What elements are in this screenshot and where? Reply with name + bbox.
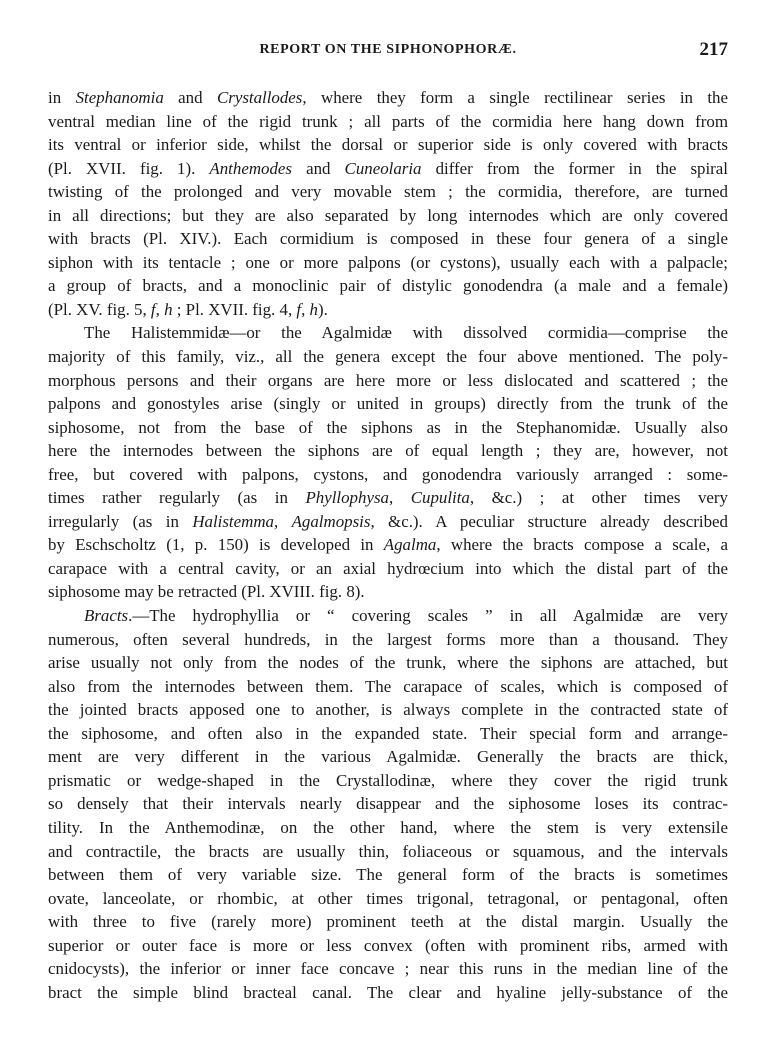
text-segment: , &c.) ; at other times very (469, 488, 728, 508)
italic-term: Crystallodes (216, 88, 303, 107)
text-segment: , where the bracts compose a scale, a (436, 535, 728, 555)
text-line (48, 675, 728, 699)
italic-term: h (309, 299, 318, 319)
italic-term: Cuneolaria (344, 158, 422, 178)
text-line (48, 934, 728, 958)
text-line (48, 439, 728, 463)
text-line (48, 981, 728, 1005)
text-line (48, 533, 728, 557)
text-line (48, 887, 728, 911)
text-line (48, 792, 728, 816)
italic-term: Agalma (383, 535, 437, 555)
text-segment: ventral median line of the rigid trunk ; all parts of the cormidia here hang down from (48, 111, 728, 131)
text-line (48, 180, 728, 204)
text-segment: ; Pl. XVII. fig. 4, (172, 299, 297, 319)
text-segment: The Halistemmidæ—or the Agalmidæ with dissolved cormidia—comprise the (84, 323, 728, 343)
running-head (48, 39, 728, 66)
text-segment: , (273, 511, 292, 531)
text-segment: siphosome, not from the base of the siphons as in the Stephanomidæ. Usually also (48, 417, 728, 437)
text-segment: bract the simple blind bracteal canal. The clear and hyaline jelly-substance of the (48, 982, 728, 1002)
text-segment: with three to five (rarely more) prominent teeth at the distal margin. Usually the (48, 912, 728, 932)
text-segment: numerous, often several hundreds, in the largest forms more than a thousand. They (48, 629, 728, 649)
text-line (48, 722, 728, 746)
text-line (48, 274, 728, 298)
text-segment: (Pl. XV. fig. 5, (48, 299, 151, 319)
text-line (48, 345, 728, 369)
italic-term: f (150, 299, 156, 319)
text-segment: siphon with its tentacle ; one or more palpons (or cystons), usually each with a palpacle; (48, 252, 728, 272)
text-line (48, 957, 728, 981)
italic-term: Halistemma (192, 511, 274, 531)
text-segment: by Eschscholtz (1, p. 150) is developed in (48, 535, 384, 555)
text-segment: superior or outer face is more or less convex (often with prominent ribs, armed with (48, 935, 728, 955)
text-segment: , (388, 488, 411, 508)
italic-term: Agalmopsis (291, 511, 371, 531)
text-segment: differ from the former in the spiral (421, 158, 728, 178)
text-line (48, 204, 728, 228)
italic-term: Stephanomia (75, 88, 164, 107)
text-line (48, 698, 728, 722)
text-segment: morphous persons and their organs are here more or less dislocated and scattered ; the (48, 370, 728, 390)
text-segment: .—The hydrophyllia or “ covering scales ” in all Agalmidæ are very (128, 606, 728, 626)
text-segment: and (291, 158, 345, 178)
text-segment: twisting of the prolonged and very movable stem ; the cormidia, therefore, are turned (48, 182, 728, 202)
text-line (48, 604, 728, 628)
text-segment: between them of very variable size. The general form of the bracts is sometimes (48, 865, 728, 885)
text-line (48, 321, 728, 345)
text-line (48, 463, 728, 487)
text-line (48, 133, 728, 157)
text-segment: and contractile, the bracts are usually thin, foliaceous or squamous, and the intervals (48, 841, 728, 861)
text-segment: siphosome may be retracted (Pl. XVIII. fig. 8). (48, 582, 365, 602)
book-page (48, 0, 728, 1050)
text-segment: free, but covered with palpons, cystons, and gonodendra variously arranged : some- (48, 464, 728, 484)
text-segment: irregularly (as in (48, 511, 193, 531)
italic-term: h (164, 299, 173, 319)
text-line (48, 628, 728, 652)
body-text (48, 86, 728, 1004)
text-segment: palpons and gonostyles arise (singly or united in groups) directly from the trunk of the (48, 394, 728, 414)
text-segment: in all directions; but they are also separated by long internodes which are only covered (48, 205, 728, 225)
text-line (48, 863, 728, 887)
text-segment: , (155, 299, 165, 319)
text-segment: , (301, 299, 310, 319)
italic-term: Anthemodes (209, 158, 292, 178)
italic-term: Bracts (84, 606, 129, 626)
text-line (48, 486, 728, 510)
text-segment: majority of this family, viz., all the genera except the four above mentioned. The poly- (48, 347, 728, 367)
text-segment: arise usually not only from the nodes of the trunk, where the siphons are attached, but (48, 653, 728, 673)
text-line (48, 251, 728, 275)
text-segment: carapace with a central cavity, or an axial hydrœcium into which the distal part of the (48, 558, 728, 578)
running-title: REPORT ON THE SIPHONOPHORÆ. (259, 42, 517, 57)
text-segment: with bracts (Pl. XIV.). Each cormidium is composed in these four genera of a single (48, 229, 728, 249)
page-number: 217 (699, 39, 728, 60)
text-segment: a group of bracts, and a monoclinic pair of distylic gonodendra (a male and a female) (48, 276, 728, 296)
text-line (48, 298, 728, 322)
text-segment: prismatic or wedge-shaped in the Crystallodinæ, where they cover the rigid trunk (48, 770, 728, 790)
italic-term: Phyllophysa (305, 488, 389, 508)
text-line (48, 369, 728, 393)
text-segment: the jointed bracts apposed one to another, is always complete in the contracted state of (48, 700, 728, 720)
text-segment: here the internodes between the siphons are of equal length ; they are, however, not (48, 441, 728, 461)
text-line (48, 651, 728, 675)
text-segment: (Pl. XVII. fig. 1). (48, 158, 210, 178)
text-segment: the siphosome, and often also in the expanded state. Their special form and arrange- (48, 723, 728, 743)
text-line (48, 816, 728, 840)
italic-term: Cupulita (410, 488, 470, 508)
text-segment: ment are very different in the various Agalmidæ. Generally the bracts are thick, (48, 747, 728, 767)
text-segment: times rather regularly (as in (48, 488, 306, 508)
text-line (48, 510, 728, 534)
text-segment: tility. In the Anthemodinæ, on the other hand, where the stem is very extensile (48, 817, 728, 837)
text-segment: so densely that their intervals nearly disappear and the siphosome loses its contrac- (48, 794, 728, 814)
text-line (48, 392, 728, 416)
text-line (48, 840, 728, 864)
text-segment: , where they form a single rectilinear series in the (302, 88, 728, 107)
text-segment: ). (318, 299, 328, 319)
text-line (48, 86, 728, 110)
text-line (48, 910, 728, 934)
text-line (48, 227, 728, 251)
text-segment: in (48, 88, 76, 107)
text-segment: also from the internodes between them. The carapace of scales, which is composed of (48, 676, 728, 696)
text-segment: ovate, lanceolate, or rhombic, at other times trigonal, tetragonal, or pentagonal, often (48, 888, 728, 908)
italic-term: f (296, 299, 302, 319)
text-segment: and (163, 88, 217, 107)
text-line (48, 110, 728, 134)
text-line (48, 557, 728, 581)
text-segment: cnidocysts), the inferior or inner face concave ; near this runs in the median line of the (48, 959, 728, 979)
text-line (48, 769, 728, 793)
text-line (48, 157, 728, 181)
text-line (48, 416, 728, 440)
text-line (48, 745, 728, 769)
text-line (48, 580, 728, 604)
text-segment: , &c.). A peculiar structure already described (370, 511, 728, 531)
text-segment: its ventral or inferior side, whilst the dorsal or superior side is only covered with bracts (48, 135, 728, 155)
